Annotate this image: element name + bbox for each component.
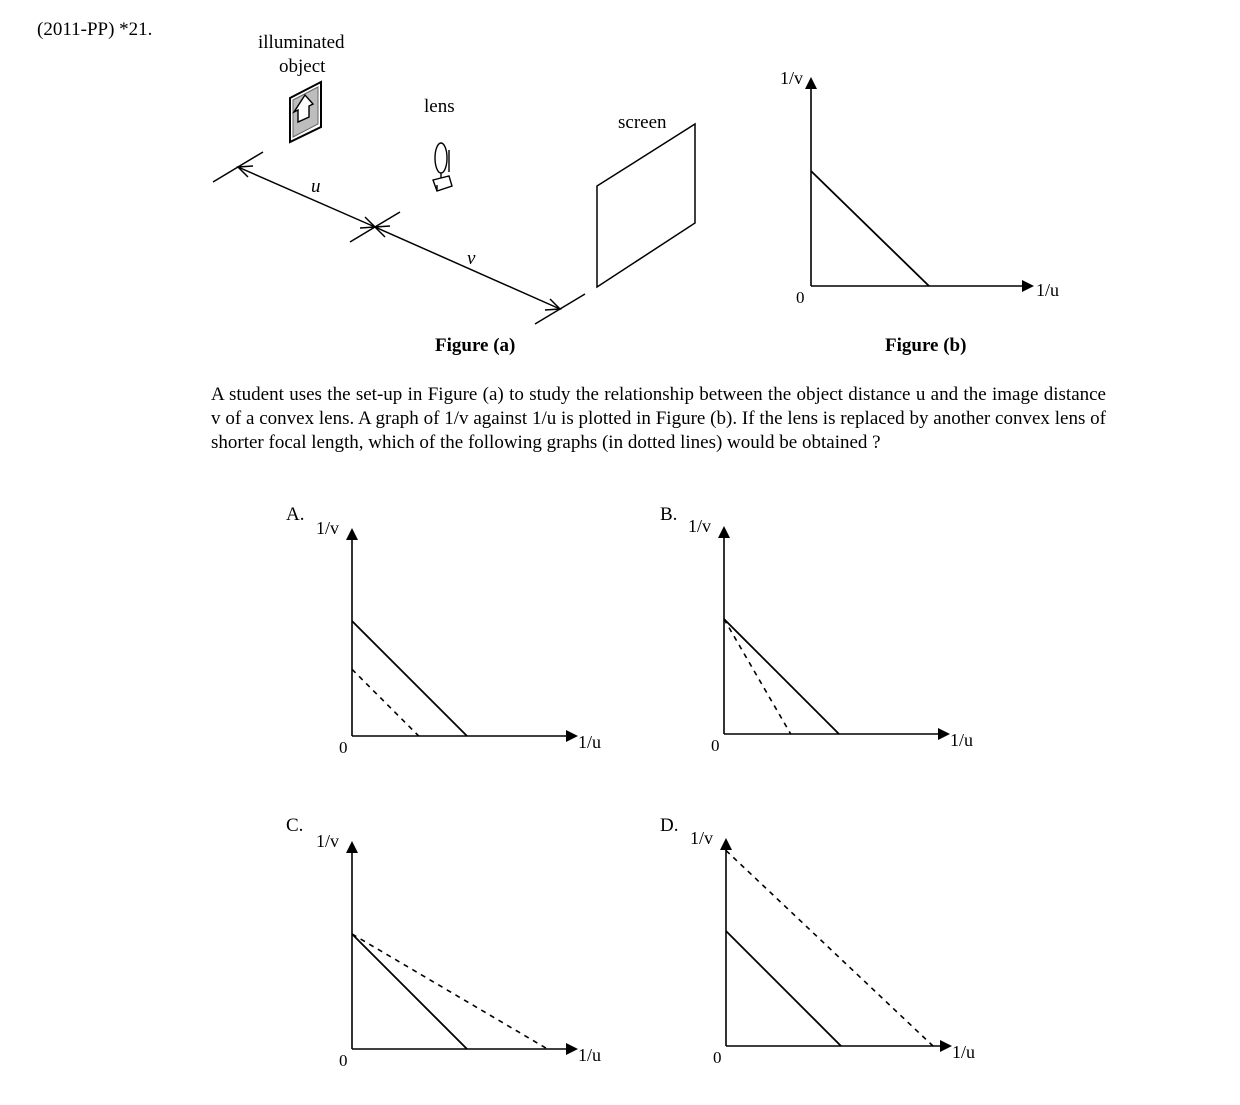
- option-b-graph[interactable]: [682, 510, 992, 765]
- lens-label: lens: [424, 96, 455, 117]
- illuminated-object-icon: [290, 82, 321, 142]
- option-d-x-label: 1/u: [952, 1042, 976, 1062]
- figure-a-diagram: [0, 0, 720, 340]
- v-label: v: [467, 248, 476, 269]
- option-c-y-label: 1/v: [316, 831, 340, 851]
- u-label: u: [311, 176, 321, 197]
- option-b-letter[interactable]: B.: [660, 504, 678, 525]
- option-b-x-arrow: [938, 728, 950, 740]
- figure-b-caption: Figure (b): [885, 335, 967, 356]
- figure-b-x-arrow: [1022, 280, 1034, 292]
- option-b-y-arrow: [718, 526, 730, 538]
- figure-b-solid-line: [811, 171, 929, 286]
- figure-b-y-label: 1/v: [780, 68, 804, 88]
- option-c-graph[interactable]: [310, 825, 620, 1080]
- question-number: (2011-PP) *21.: [37, 19, 153, 40]
- option-c-x-label: 1/u: [578, 1045, 602, 1065]
- option-a-graph[interactable]: [310, 512, 620, 767]
- option-b-y-label: 1/v: [688, 516, 712, 536]
- lens-icon: [433, 143, 452, 191]
- option-d-graph[interactable]: [684, 822, 994, 1077]
- option-a-letter[interactable]: A.: [286, 504, 305, 525]
- option-c-letter[interactable]: C.: [286, 815, 304, 836]
- object-label-line1: illuminated: [258, 32, 345, 53]
- option-d-dotted-line: [726, 851, 933, 1047]
- option-a-x-arrow: [566, 730, 578, 742]
- distance-markers: [213, 152, 585, 324]
- option-d-y-arrow: [720, 838, 732, 850]
- figure-b-graph: [780, 60, 1080, 305]
- option-a-dotted-line: [352, 669, 419, 736]
- option-a-x-label: 1/u: [578, 732, 602, 752]
- option-b-x-label: 1/u: [950, 730, 974, 750]
- question-text: A student uses the set-up in Figure (a) to study the relationship between the object distance u and the image distance v of a convex lens. A graph of 1/v against 1/u is plotted in Figure (b). If the lens is replaced by another convex lens of shorter focal length, which of the following graphs (in dotted lines) would be obtained ?: [211, 384, 1106, 453]
- option-c-y-arrow: [346, 841, 358, 853]
- option-d-y-label: 1/v: [690, 828, 714, 848]
- object-label-line2: object: [279, 56, 326, 77]
- option-d-letter[interactable]: D.: [660, 815, 679, 836]
- figure-a-caption: Figure (a): [435, 335, 516, 356]
- screen-shape: [597, 124, 695, 287]
- option-a-y-arrow: [346, 528, 358, 540]
- option-a-origin: 0: [339, 738, 348, 757]
- figure-b-x-label: 1/u: [1036, 280, 1060, 300]
- screen-label: screen: [618, 112, 667, 133]
- option-c-origin: 0: [339, 1051, 348, 1070]
- option-d-solid-line: [726, 931, 841, 1046]
- option-c-x-arrow: [566, 1043, 578, 1055]
- option-b-origin: 0: [711, 736, 720, 755]
- figure-b-y-arrow: [805, 77, 817, 89]
- option-d-origin: 0: [713, 1048, 722, 1067]
- figure-b-origin: 0: [796, 288, 805, 305]
- option-a-y-label: 1/v: [316, 518, 340, 538]
- option-a-solid-line: [352, 621, 467, 736]
- option-d-x-arrow: [940, 1040, 952, 1052]
